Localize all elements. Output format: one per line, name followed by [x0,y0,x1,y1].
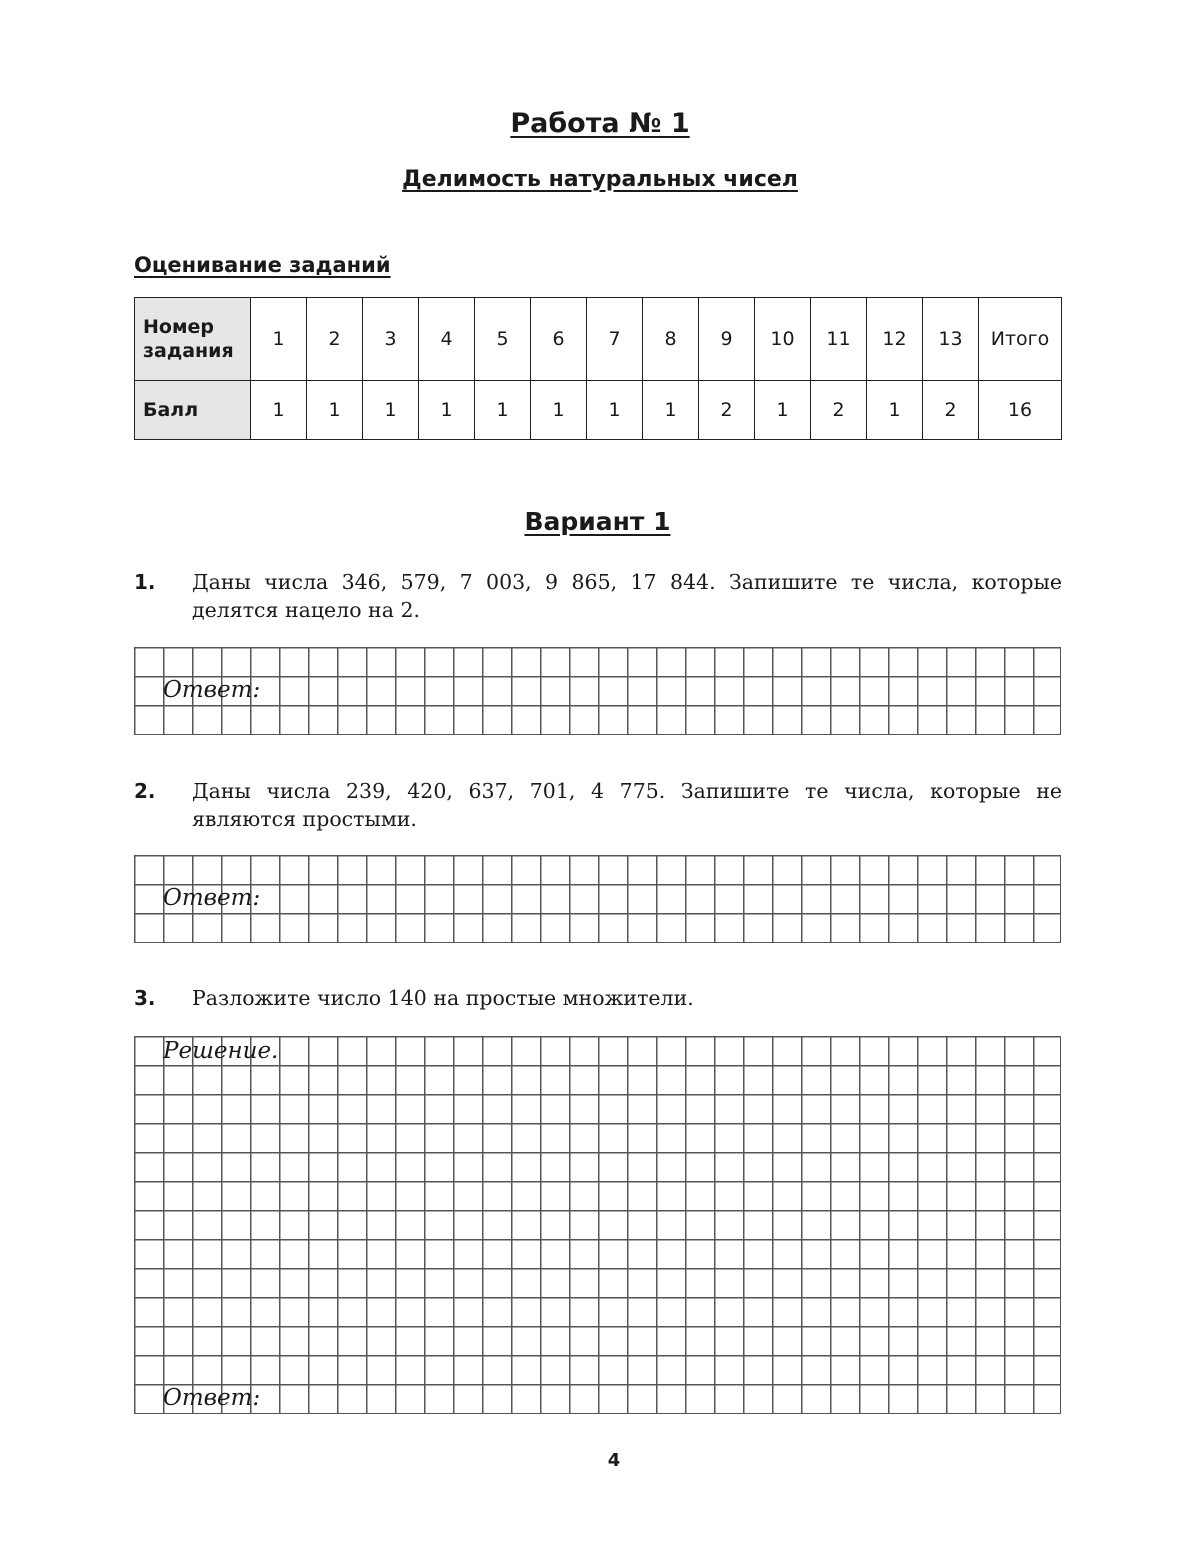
task-3-solution-grid[interactable] [134,1036,1061,1414]
task-3-number: 3. [134,986,156,1010]
points-cell: 1 [251,381,307,440]
work-subtitle: Делимость натуральных чисел [402,167,798,192]
task-1-answer-label: Ответ: [163,677,261,703]
scoring-table [134,297,1062,440]
task-number-cell: 11 [811,298,867,381]
task-2-number: 2. [134,779,156,803]
points-row-label: Балл [135,381,251,440]
task-number-cell: 9 [699,298,755,381]
points-cell: 1 [363,381,419,440]
points-cell: 1 [587,381,643,440]
points-cell: 2 [699,381,755,440]
points-cell: 1 [643,381,699,440]
points-cell: 1 [531,381,587,440]
points-row [135,381,1062,440]
task-3-text: Разложите число 140 на простые множители. [192,986,694,1010]
points-cell: 1 [475,381,531,440]
task-1-text: Даны числа 346, 579, 7 003, 9 865, 17 844. Запишите те числа, которые делятся нацело на 2. [192,570,1062,622]
task-number-cell: 3 [363,298,419,381]
task-number-cell: 7 [587,298,643,381]
task-number-cell: 8 [643,298,699,381]
points-cell: 2 [811,381,867,440]
variant-title: Вариант 1 [524,507,671,536]
task-2-answer-grid[interactable] [134,855,1061,943]
task-number-cell: 1 [251,298,307,381]
points-cell: 1 [307,381,363,440]
points-cell: 1 [755,381,811,440]
task-2-answer-label: Ответ: [163,885,261,911]
task-number-cell: 5 [475,298,531,381]
task-3-solution-label: Решение. [163,1038,279,1064]
points-cell: 2 [923,381,979,440]
task-number-cell: 12 [867,298,923,381]
task-number-cell: 6 [531,298,587,381]
task-3-answer-label: Ответ: [163,1385,261,1411]
task-1-answer-grid[interactable] [134,647,1061,735]
work-title: Работа № 1 [510,108,690,139]
task-number-row [135,298,1062,381]
task-number-cell: 13 [923,298,979,381]
task-1-number: 1. [134,570,156,594]
points-cell: 1 [867,381,923,440]
scoring-heading: Оценивание заданий [134,253,391,277]
total-points-cell: 16 [979,381,1062,440]
page-number: 4 [607,1450,621,1471]
task-number-cell: 2 [307,298,363,381]
points-cell: 1 [419,381,475,440]
task-number-cell: 10 [755,298,811,381]
total-header-cell: Итого [979,298,1062,381]
task-number-row-label: Номер задания [135,298,251,381]
task-2-text: Даны числа 239, 420, 637, 701, 4 775. Запишите те числа, которые не являются простыми. [192,779,1062,831]
task-number-cell: 4 [419,298,475,381]
